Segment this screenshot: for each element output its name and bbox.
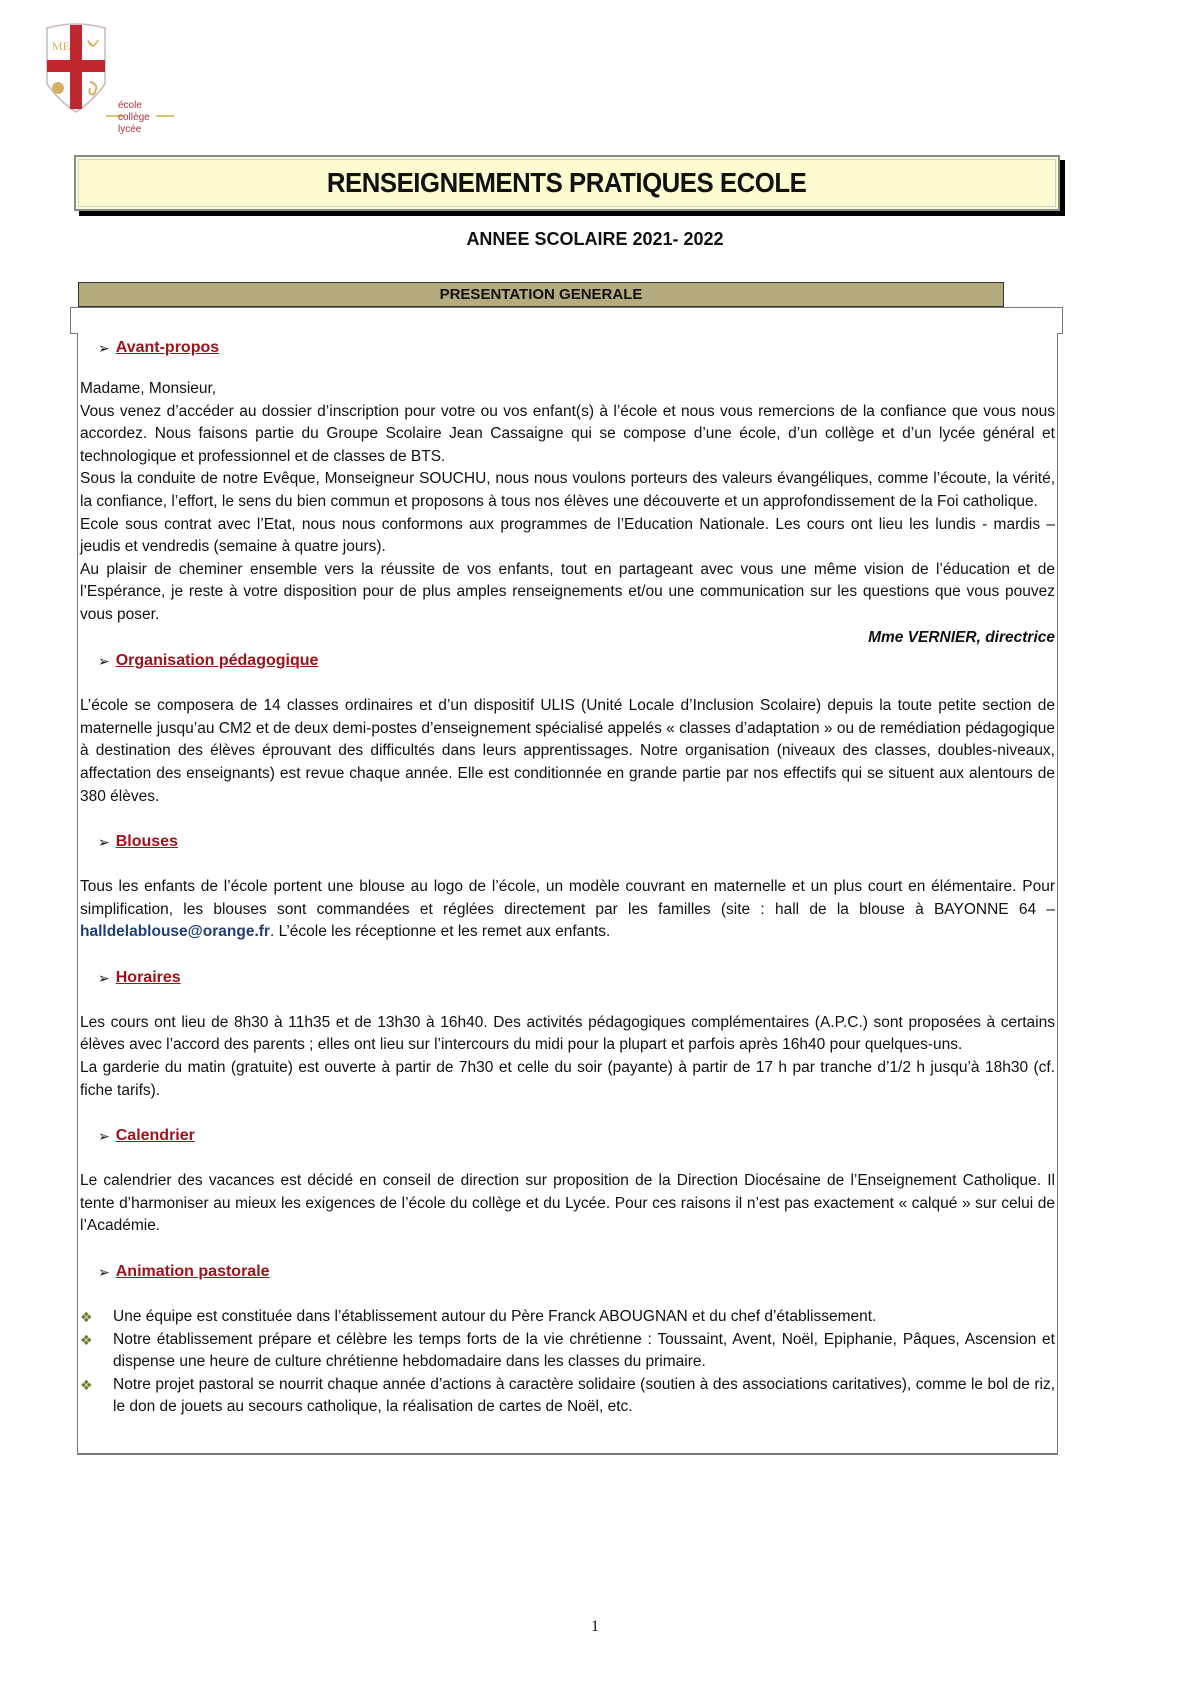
section-heading-blouses: ➢ Blouses — [98, 830, 1055, 854]
school-logo — [44, 22, 204, 135]
section-heading-calendrier: ➢ Calendrier — [98, 1124, 1055, 1148]
section-heading-pastorale: ➢ Animation pastorale — [98, 1260, 1055, 1284]
logo-rule — [156, 115, 174, 117]
email-link[interactable]: halldelablouse@orange.fr — [80, 923, 270, 941]
diamond-bullet-icon: ❖ — [80, 1376, 93, 1393]
section-bar-label: PRESENTATION GENERALE — [439, 286, 643, 303]
paragraph: Sous la conduite de notre Evêque, Monseigneur SOUCHU, nous nous voulons porteurs des valeurs évangéliques, comme l’écoute, la vérité, la confiance, l’effort, le sens du bien commun et proposons à tous nos élèves une découverte et un approfondissement de la Foi catholique. — [80, 470, 1055, 510]
list-item: ❖ Notre projet pastoral se nourrit chaque année d’actions à caractère solidaire (soutien à des associations caritatives), comme le bol de riz, le don de jouets au secours catholique, la réalisation de cartes de Noël, etc. — [80, 1375, 1055, 1416]
school-year: ANNEE SCOLAIRE 2021- 2022 — [466, 229, 724, 249]
page-title: RENSEIGNEMENTS PRATIQUES ECOLE — [327, 167, 807, 198]
section-heading-horaires: ➢ Horaires — [98, 966, 1055, 990]
arrow-bullet-icon: ➢ — [98, 339, 110, 356]
paragraph: Les cours ont lieu de 8h30 à 11h35 et de 13h30 à 16h40. Des activités pédagogiques complémentaires (A.P.C.) sont proposées à certains élèves avec l’accord des parents ; elles ont lieu sur l’intercours du midi pour la plupart et parfois après 16h40 pour quelques-uns. — [80, 1013, 1055, 1054]
list-item: ❖ Une équipe est constituée dans l’établissement autour du Père Franck ABOUGNAN et du chef d’établissement. — [80, 1306, 1055, 1329]
list-item: ❖ Notre établissement prépare et célèbre les temps forts de la vie chrétienne : Toussaint, Avent, Noël, Epiphanie, Pâques, Ascension et dispense une heure de culture chrétienne hebdomadaire dans les classes du primaire. — [80, 1330, 1055, 1371]
arrow-bullet-icon: ➢ — [98, 1127, 110, 1144]
title-box — [74, 155, 1060, 211]
page-number: 1 — [591, 1618, 599, 1635]
paragraph: Le calendrier des vacances est décidé en conseil de direction sur proposition de la Direction Diocésaine de l’Enseignement Catholique. Il tente d’harmoniser au mieux les exigences de l’école du collège et du Lycée. Pour ces raisons il n’est pas exactement « calqué » sur celui de l’Académie. — [80, 1172, 1055, 1235]
svg-text:ME: ME — [52, 39, 70, 53]
section-heading-organisation: ➢ Organisation pédagogique — [98, 649, 1055, 673]
diamond-bullet-icon: ❖ — [80, 1331, 93, 1348]
section-bar — [78, 282, 1004, 307]
blank-row — [70, 307, 1063, 334]
school-crest-icon — [44, 22, 108, 114]
pastorale-list — [80, 1306, 1055, 1419]
document-body — [80, 336, 1055, 1419]
diamond-bullet-icon: ❖ — [80, 1309, 93, 1326]
logo-words: école collège lycée — [118, 100, 150, 135]
paragraph: La garderie du matin (gratuite) est ouverte à partir de 7h30 et celle du soir (payante) à partir de 17 h par tranche d’1/2 h jusqu’à 18h30 (cf. fiche tarifs). — [80, 1059, 1055, 1099]
paragraph: Ecole sous contrat avec l’Etat, nous nous conformons aux programmes de l’Education Nationale. Les cours ont lieu les lundis - mardis – jeudis et vendredis (semaine à quatre jours). — [80, 515, 1055, 556]
section-heading-avant-propos: ➢ Avant-propos — [98, 336, 1055, 360]
arrow-bullet-icon: ➢ — [98, 652, 110, 669]
greeting: Madame, Monsieur, — [80, 380, 217, 397]
arrow-bullet-icon: ➢ — [98, 1263, 110, 1280]
paragraph: Vous venez d’accéder au dossier d’inscription pour votre ou vos enfant(s) à l’école et nous vous remercions de la confiance que vous nous accordez. Nous faisons partie du Groupe Scolaire Jean Cassaigne qui se compose d’une école, d’un collège et d’un lycée général et technologique et professionnel et de classes de BTS. — [80, 402, 1055, 465]
signature: Mme VERNIER, directrice — [868, 628, 1055, 646]
paragraph: Tous les enfants de l’école portent une blouse au logo de l’école, un modèle couvrant en maternelle et un plus court en élémentaire. Pour simplification, les blouses sont commandées et réglées directement par les familles (site : hall de la blouse à BAYONNE 64 – halldelablouse@orange.fr. L’école les réceptionne et les remet aux enfants. — [80, 878, 1055, 941]
arrow-bullet-icon: ➢ — [98, 969, 110, 986]
arrow-bullet-icon: ➢ — [98, 833, 110, 850]
paragraph: L’école se composera de 14 classes ordinaires et d’un dispositif ULIS (Unité Locale d’Inclusion Scolaire) depuis la toute petite section de maternelle jusqu’au CM2 et de deux demi-postes d’enseignement spécialisé appelés « classes d’adaptation » ou de remédiation pédagogique à destination des élèves éprouvant des difficultés dans leurs apprentissages. Notre organisation (niveaux des classes, doubles-niveaux, affectation des enseignants) est revue chaque année. Elle est conditionnée en grande partie par nos effectifs qui se situent aux alentours de 380 élèves. — [80, 697, 1055, 805]
paragraph: Au plaisir de cheminer ensemble vers la réussite de vos enfants, tout en partageant avec vous une même vision de l’éducation et de l’Espérance, je reste à votre disposition pour de plus amples renseignements et/ou une communication sur les questions que vous pouvez vous poser. — [80, 560, 1055, 623]
